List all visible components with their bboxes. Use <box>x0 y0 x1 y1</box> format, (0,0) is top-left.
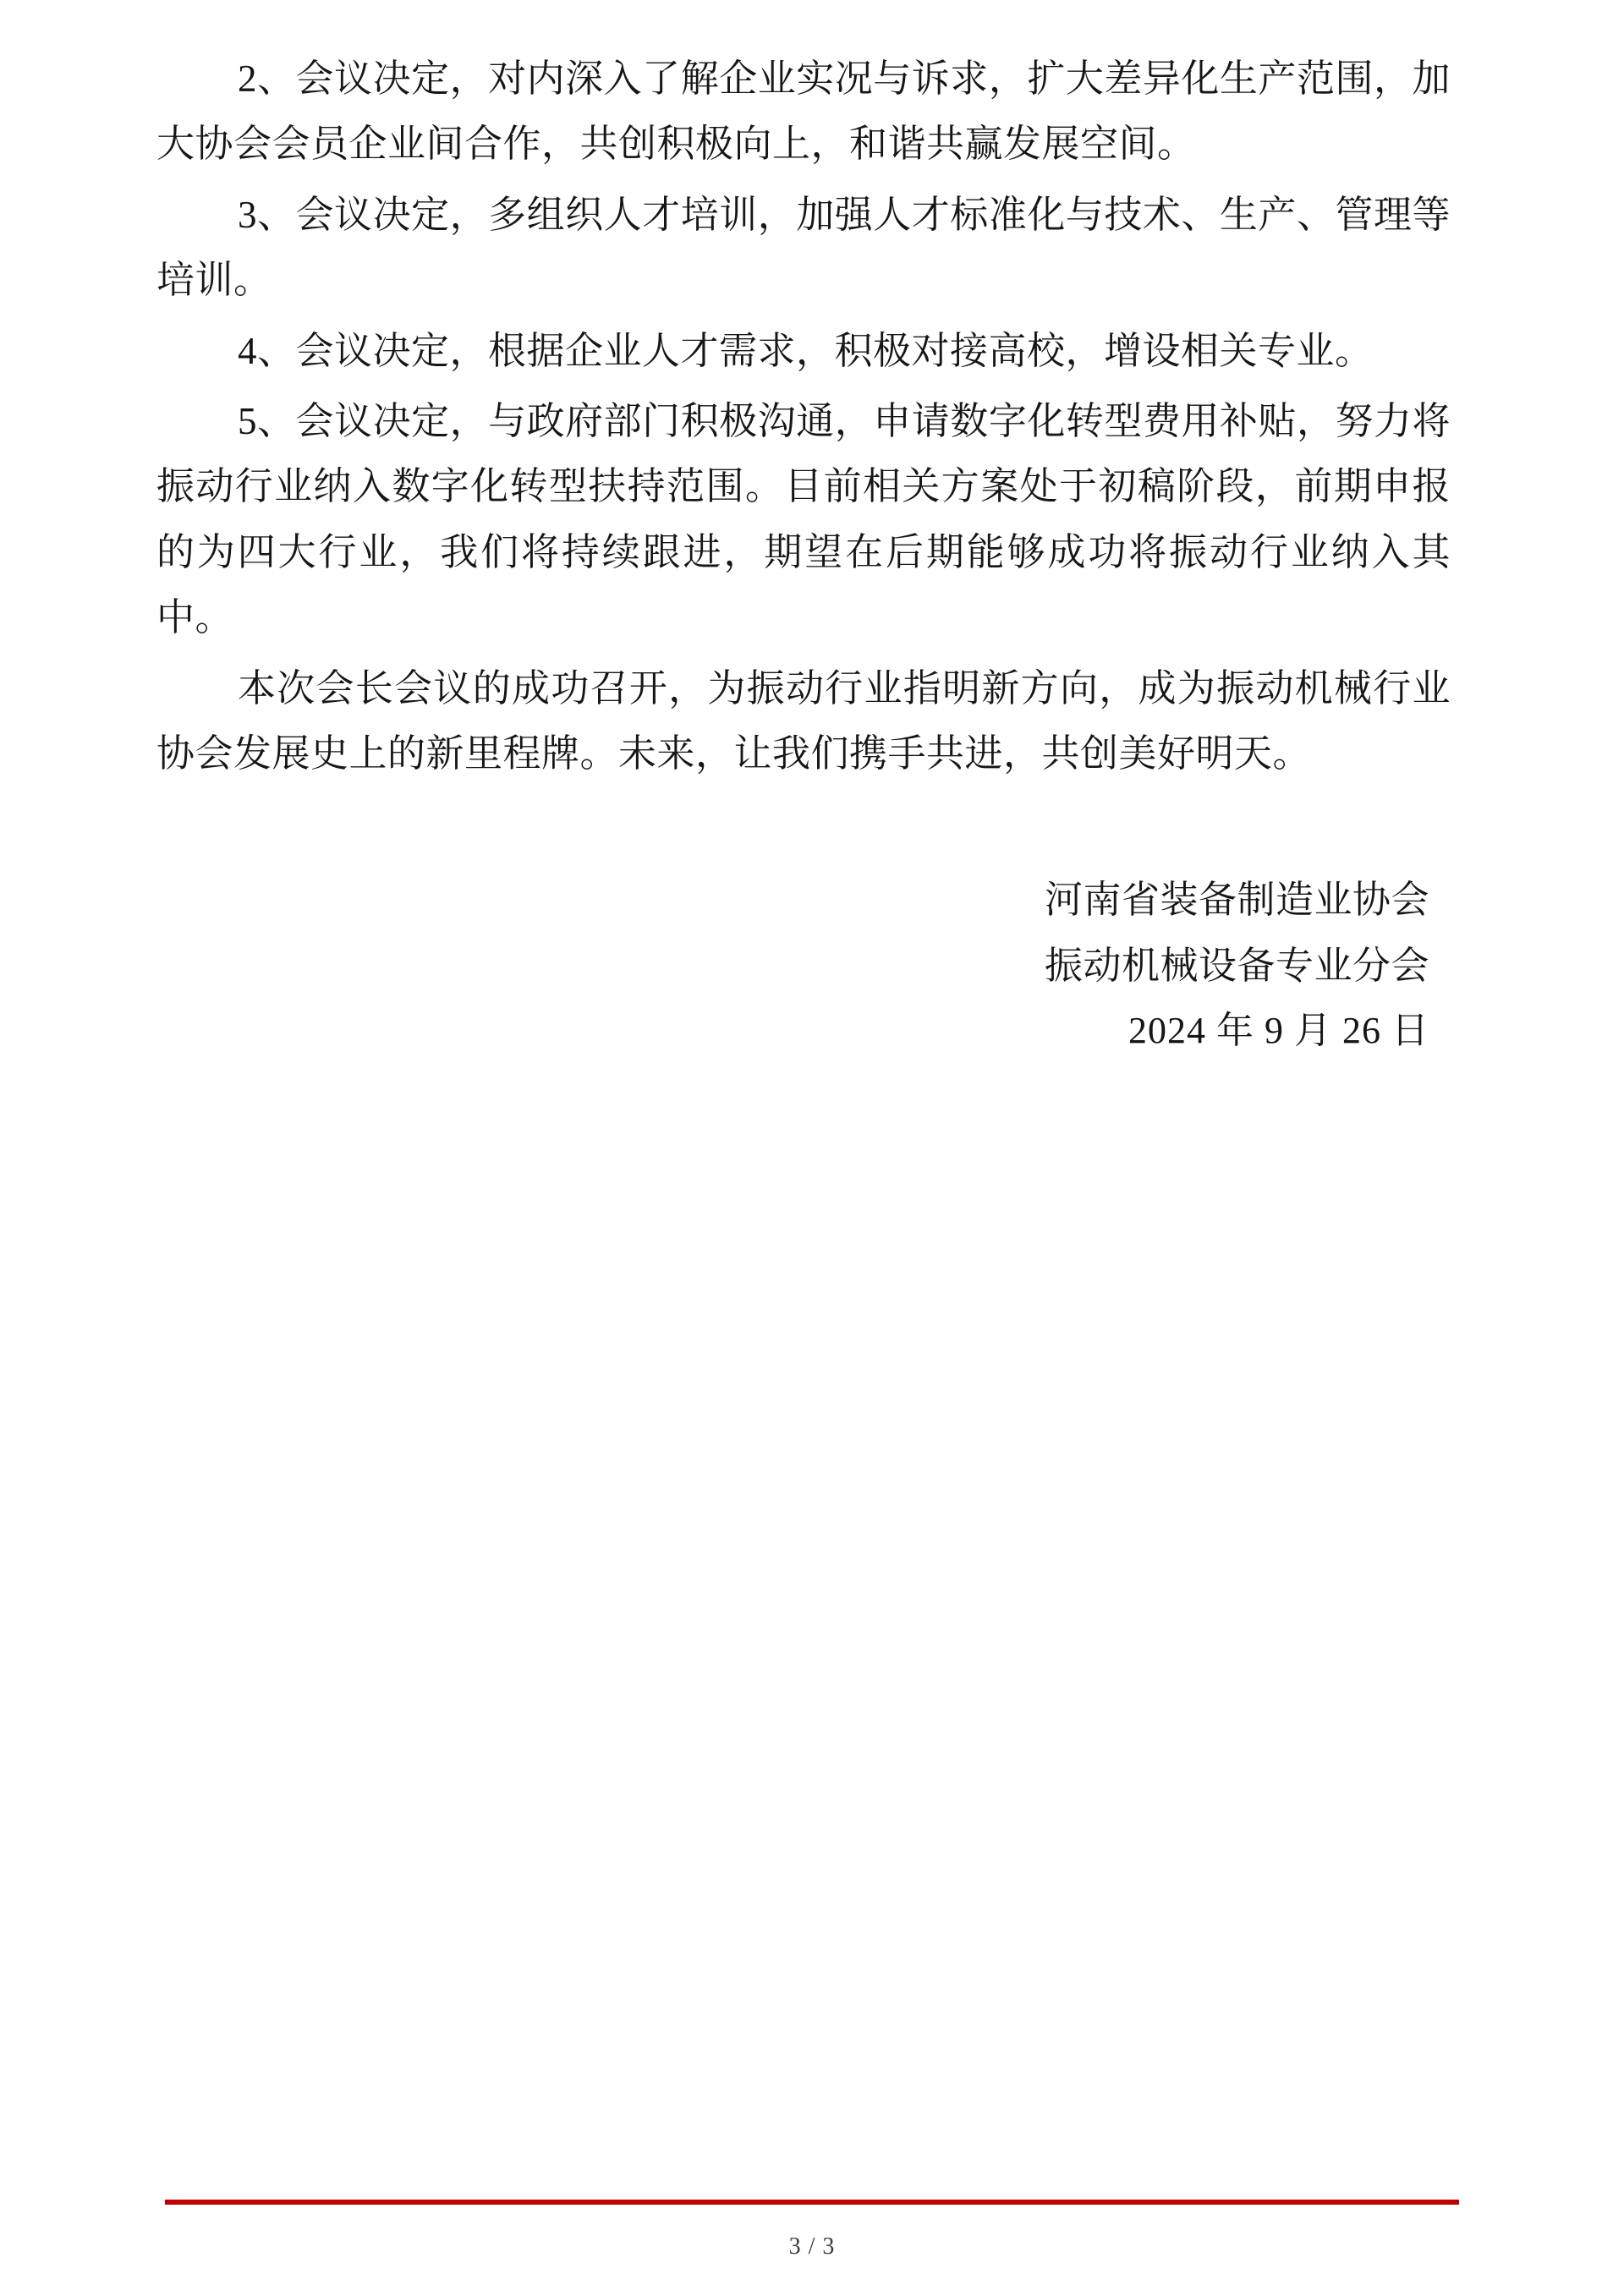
signature-date: 2024 年 9 月 26 日 <box>1128 1010 1429 1052</box>
signature-block <box>156 868 1451 1062</box>
paragraph-item-3: 3、会议决定，多组织人才培训，加强人才标准化与技术、生产、管理等培训。 <box>156 193 1451 302</box>
page-number: 3 / 3 <box>788 2233 836 2260</box>
signature-organization: 河南省装备制造业协会 <box>1044 879 1429 922</box>
document-body <box>156 47 1451 1063</box>
paragraph-item-2: 2、会议决定，对内深入了解企业实况与诉求，扩大差异化生产范围，加大协会会员企业间合作，共创积极向上，和谐共赢发展空间。 <box>156 58 1451 166</box>
paragraph-item-4: 4、会议决定，根据企业人才需求，积极对接高校，增设相关专业。 <box>238 329 1374 372</box>
paragraph-item-5: 5、会议决定，与政府部门积极沟通，申请数字化转型费用补贴，努力将振动行业纳入数字化转型扶持范围。目前相关方案处于初稿阶段，前期申报的为四大行业，我们将持续跟进，期望在后期能够成功将振动行业纳入其中。 <box>156 399 1451 639</box>
page-footer <box>0 2200 1624 2296</box>
paragraph-closing: 本次会长会议的成功召开，为振动行业指明新方向，成为振动机械行业协会发展史上的新里程牌。未来，让我们携手共进，共创美好明天。 <box>156 666 1451 775</box>
signature-department: 振动机械设备专业分会 <box>1044 944 1429 987</box>
